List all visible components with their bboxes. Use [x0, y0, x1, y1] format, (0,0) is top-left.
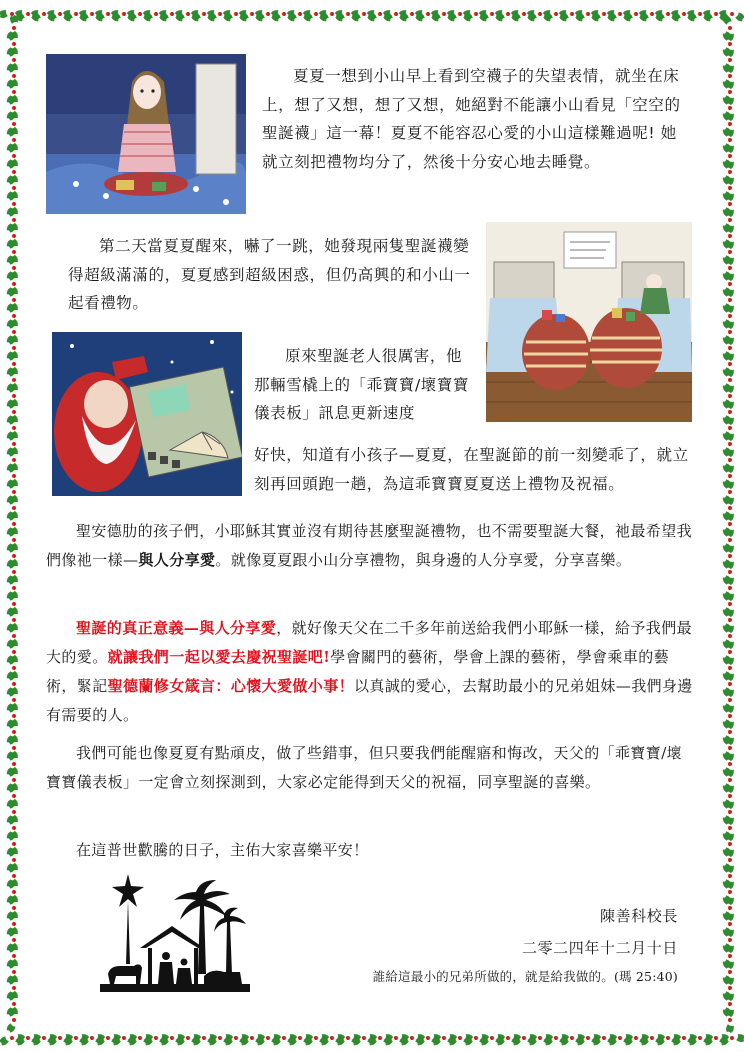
holly-sprig: [721, 206, 736, 235]
holly-sprig: [5, 173, 20, 202]
holly-sprig: [717, 8, 744, 23]
principal-name: 陳善科校長: [599, 907, 678, 925]
holly-sprig: [286, 1032, 315, 1047]
holly-sprig: [190, 1032, 219, 1047]
holly-sprig: [253, 8, 282, 23]
holly-sprig: [5, 733, 20, 762]
holly-sprig: [5, 77, 20, 106]
holly-sprig: [721, 958, 736, 987]
story-paragraph-2: 第二天當夏夏醒來，嚇了一跳，她發現兩隻聖誕襪變得超級滿滿的，夏夏感到超級困惑，但仍高興的和小山一起看禮物。: [68, 237, 471, 312]
holly-sprig: [721, 814, 736, 843]
two-beds-illustration: [486, 222, 692, 422]
holly-sprig: [721, 526, 736, 555]
holly-sprig: [721, 222, 736, 251]
holly-sprig: [5, 973, 20, 1002]
holly-sprig: [5, 205, 20, 234]
holly-sprig: [721, 974, 736, 1003]
holly-sprig: [430, 1032, 459, 1047]
holly-sprig: [5, 29, 20, 58]
holly-sprig: [206, 1032, 235, 1047]
holly-sprig: [5, 237, 20, 266]
holly-sprig: [5, 797, 20, 826]
holly-sprig: [397, 8, 426, 23]
holly-sprig: [5, 989, 20, 1018]
holly-sprig: [721, 862, 736, 891]
holly-sprig: [5, 573, 20, 602]
holly-sprig: [5, 1005, 20, 1034]
holly-sprig: [5, 365, 20, 394]
girl-on-bed-illustration: [46, 54, 246, 214]
letter-paragraph-3: 我們可能也像夏夏有點頑皮，做了些錯事，但只要我們能醒寤和悔改，天父的「乖寶寶/壞寶寶儀表板」一定會立刻探測到，大家必定能得到天父的祝福，同享聖誕的喜樂。: [46, 744, 683, 791]
letter-text: 。就像夏夏跟小山分享禮物，與身邊的人分享愛，分享喜樂。: [215, 551, 632, 569]
holly-sprig: [269, 8, 298, 23]
highlight-mother-teresa-motto: 聖德蘭修女箴言：心懷大愛做小事！: [107, 677, 355, 695]
holly-sprig: [721, 638, 736, 667]
holly-sprig: [721, 14, 736, 43]
holly-sprig: [5, 253, 20, 282]
highlight-celebrate: 就讓我們一起以愛去慶祝聖誕吧!: [107, 648, 331, 666]
holly-sprig: [109, 8, 138, 23]
holly-sprig: [478, 1032, 507, 1047]
holly-sprig: [5, 349, 20, 378]
holly-sprig: [509, 8, 538, 23]
holly-sprig: [721, 174, 736, 203]
holly-sprig: [5, 301, 20, 330]
letter-blessing: 在這普世歡騰的日子，主佑大家喜樂平安！: [76, 841, 369, 859]
holly-sprig: [721, 430, 736, 459]
holly-sprig: [270, 1032, 299, 1047]
holly-sprig: [721, 318, 736, 347]
holly-sprig: [78, 1032, 107, 1047]
holly-sprig: [721, 798, 736, 827]
holly-sprig: [462, 1032, 491, 1047]
letter-text: ，就好像天父在二千多年前送給我們小耶穌一樣，給予我們最大的愛。: [46, 619, 693, 666]
holly-sprig: [334, 1032, 363, 1047]
holly-sprig: [721, 782, 736, 811]
holly-sprig: [5, 893, 20, 922]
holly-sprig: [5, 93, 20, 122]
holly-sprig: [721, 654, 736, 683]
holly-sprig: [189, 8, 218, 23]
holly-border-bottom: [0, 1024, 744, 1052]
holly-sprig: [721, 510, 736, 539]
holly-sprig: [254, 1032, 283, 1047]
bible-quote: 誰給這最小的兄弟所做的，就是給我做的。(瑪 25:40): [372, 969, 678, 984]
santa-dashboard-illustration: [52, 332, 242, 496]
holly-sprig: [5, 589, 20, 618]
holly-sprig: [589, 8, 618, 23]
holly-sprig: [721, 462, 736, 491]
holly-sprig: [5, 45, 20, 74]
letter-text: 聖安德肋的孩子們，小耶穌其實並沒有期待甚麼聖誕禮物，也不需要聖誕大餐，祂最希望我們像祂一樣—: [46, 522, 693, 569]
holly-sprig: [721, 142, 736, 171]
holly-sprig: [721, 478, 736, 507]
letter-paragraph-1: [46, 517, 694, 575]
holly-sprig: [333, 8, 362, 23]
holly-sprig: [5, 461, 20, 490]
holly-sprig: [429, 8, 458, 23]
holly-sprig: [721, 894, 736, 923]
holly-border-top: [0, 0, 744, 28]
holly-sprig: [721, 254, 736, 283]
story-paragraph-3-end: 好快，知道有小孩子—夏夏，在聖誕節的前一刻變乖了，就立刻再回頭跑一趟，為這乖寶寶夏夏送上禮物及祝福。: [254, 446, 689, 493]
holly-sprig: [317, 8, 346, 23]
holly-sprig: [221, 8, 250, 23]
holly-sprig: [125, 8, 154, 23]
holly-sprig: [5, 397, 20, 426]
bold-share-love: 與人分享愛: [138, 551, 216, 569]
holly-sprig: [46, 1032, 75, 1047]
holly-sprig: [721, 94, 736, 123]
holly-sprig: [398, 1032, 427, 1047]
holly-sprig: [721, 78, 736, 107]
holly-sprig: [62, 1032, 91, 1047]
holly-sprig: [14, 1032, 43, 1047]
holly-sprig: [461, 8, 490, 23]
holly-sprig: [110, 1032, 139, 1047]
holly-sprig: [29, 8, 58, 23]
holly-sprig: [5, 109, 20, 138]
holly-sprig: [5, 829, 20, 858]
holly-sprig: [721, 46, 736, 75]
holly-sprig: [5, 541, 20, 570]
holly-sprig: [721, 718, 736, 747]
holly-sprig: [721, 542, 736, 571]
letter-text: 學會關門的藝術，學會上課的藝術，學會乘車的藝術，緊記: [46, 648, 670, 695]
holly-sprig: [721, 62, 736, 91]
holly-sprig: [142, 1032, 171, 1047]
holly-border-right: [716, 0, 744, 1052]
holly-sprig: [702, 1032, 731, 1047]
holly-sprig: [5, 477, 20, 506]
holly-sprig: [718, 1032, 744, 1047]
holly-sprig: [5, 445, 20, 474]
holly-sprig: [126, 1032, 155, 1047]
holly-sprig: [5, 909, 20, 938]
holly-sprig: [382, 1032, 411, 1047]
holly-sprig: [721, 590, 736, 619]
holly-sprig: [654, 1032, 683, 1047]
holly-sprig: [413, 8, 442, 23]
holly-border-left: [0, 0, 28, 1052]
holly-sprig: [721, 158, 736, 187]
holly-sprig: [61, 8, 90, 23]
holly-sprig: [721, 846, 736, 875]
holly-sprig: [721, 702, 736, 731]
highlight-true-meaning: 聖誕的真正意義—與人分享愛: [76, 619, 277, 637]
holly-sprig: [590, 1032, 619, 1047]
holly-sprig: [5, 653, 20, 682]
holly-sprig: [605, 8, 634, 23]
holly-sprig: [5, 333, 20, 362]
holly-sprig: [686, 1032, 715, 1047]
holly-sprig: [558, 1032, 587, 1047]
holly-sprig: [574, 1032, 603, 1047]
holly-sprig: [445, 8, 474, 23]
holly-sprig: [5, 61, 20, 90]
holly-sprig: [5, 189, 20, 218]
holly-sprig: [5, 381, 20, 410]
holly-sprig: [721, 334, 736, 363]
holly-sprig: [721, 286, 736, 315]
holly-sprig: [721, 606, 736, 635]
holly-sprig: [653, 8, 682, 23]
holly-sprig: [721, 110, 736, 139]
holly-sprig: [157, 8, 186, 23]
holly-sprig: [13, 8, 42, 23]
holly-sprig: [237, 8, 266, 23]
holly-sprig: [5, 845, 20, 874]
holly-sprig: [721, 670, 736, 699]
holly-sprig: [301, 8, 330, 23]
holly-sprig: [5, 621, 20, 650]
holly-sprig: [5, 557, 20, 586]
holly-sprig: [5, 941, 20, 970]
holly-sprig: [446, 1032, 475, 1047]
holly-sprig: [5, 413, 20, 442]
holly-sprig: [622, 1032, 651, 1047]
holly-sprig: [721, 126, 736, 155]
holly-sprig: [5, 669, 20, 698]
holly-sprig: [721, 766, 736, 795]
holly-sprig: [721, 302, 736, 331]
holly-sprig: [5, 685, 20, 714]
holly-sprig: [222, 1032, 251, 1047]
holly-sprig: [5, 285, 20, 314]
holly-sprig: [5, 13, 20, 42]
holly-sprig: [5, 269, 20, 298]
holly-sprig: [525, 8, 554, 23]
holly-sprig: [174, 1032, 203, 1047]
holly-sprig: [701, 8, 730, 23]
holly-sprig: [494, 1032, 523, 1047]
holly-sprig: [721, 190, 736, 219]
holly-sprig: [721, 830, 736, 859]
holly-sprig: [5, 317, 20, 346]
holly-sprig: [30, 1032, 59, 1047]
holly-sprig: [721, 686, 736, 715]
holly-sprig: [0, 1032, 27, 1047]
holly-sprig: [721, 942, 736, 971]
holly-sprig: [510, 1032, 539, 1047]
holly-sprig: [670, 1032, 699, 1047]
story-paragraph-3-start: 原來聖誕老人很厲害，他那輛雪橇上的「乖寶寶/壞寶寶儀表板」訊息更新速度: [254, 347, 470, 422]
holly-sprig: [721, 30, 736, 59]
holly-sprig: [5, 781, 20, 810]
holly-sprig: [721, 1006, 736, 1035]
holly-sprig: [5, 925, 20, 954]
holly-sprig: [45, 8, 74, 23]
letter-text: 以真誠的愛心，去幫助最小的兄弟姐妹—我們身邊有需要的人。: [46, 677, 693, 724]
holly-sprig: [541, 8, 570, 23]
holly-sprig: [5, 157, 20, 186]
letter-date: 二零二四年十二月十日: [521, 939, 678, 957]
holly-sprig: [5, 813, 20, 842]
holly-sprig: [5, 221, 20, 250]
holly-sprig: [721, 574, 736, 603]
holly-sprig: [721, 558, 736, 587]
holly-sprig: [5, 717, 20, 746]
holly-sprig: [366, 1032, 395, 1047]
holly-sprig: [5, 637, 20, 666]
holly-sprig: [526, 1032, 555, 1047]
holly-sprig: [350, 1032, 379, 1047]
holly-sprig: [721, 990, 736, 1019]
holly-sprig: [685, 8, 714, 23]
holly-sprig: [5, 509, 20, 538]
holly-sprig: [721, 366, 736, 395]
holly-sprig: [5, 749, 20, 778]
holly-sprig: [721, 350, 736, 379]
holly-sprig: [158, 1032, 187, 1047]
holly-sprig: [365, 8, 394, 23]
holly-sprig: [5, 765, 20, 794]
holly-sprig: [542, 1032, 571, 1047]
holly-sprig: [493, 8, 522, 23]
holly-sprig: [349, 8, 378, 23]
holly-sprig: [5, 125, 20, 154]
holly-sprig: [0, 8, 26, 23]
holly-sprig: [721, 414, 736, 443]
holly-sprig: [173, 8, 202, 23]
holly-sprig: [721, 878, 736, 907]
holly-sprig: [721, 494, 736, 523]
story-paragraph-1: 夏夏一想到小山早上看到空襪子的失望表情，就坐在床上，想了又想，想了又想，她絕對不能讓小山看見「空空的聖誕襪」這一幕！夏夏不能容忍心愛的小山這樣難過呢! 她就立刻把禮物均分了，然後十分安心地去睡覺。: [262, 67, 681, 171]
holly-sprig: [77, 8, 106, 23]
holly-sprig: [141, 8, 170, 23]
holly-sprig: [669, 8, 698, 23]
letter-paragraph-2: [46, 614, 694, 730]
holly-sprig: [637, 8, 666, 23]
holly-sprig: [5, 525, 20, 554]
holly-sprig: [414, 1032, 443, 1047]
holly-sprig: [93, 8, 122, 23]
nativity-silhouette-icon: [100, 870, 250, 1000]
holly-sprig: [318, 1032, 347, 1047]
holly-sprig: [94, 1032, 123, 1047]
holly-sprig: [5, 861, 20, 890]
holly-sprig: [5, 141, 20, 170]
holly-sprig: [285, 8, 314, 23]
holly-sprig: [5, 701, 20, 730]
holly-sprig: [5, 493, 20, 522]
holly-sprig: [5, 877, 20, 906]
holly-sprig: [621, 8, 650, 23]
holly-sprig: [721, 446, 736, 475]
holly-sprig: [721, 750, 736, 779]
holly-sprig: [381, 8, 410, 23]
holly-sprig: [557, 8, 586, 23]
holly-sprig: [721, 398, 736, 427]
holly-sprig: [5, 605, 20, 634]
holly-sprig: [606, 1032, 635, 1047]
holly-sprig: [238, 1032, 267, 1047]
holly-sprig: [721, 238, 736, 267]
holly-sprig: [638, 1032, 667, 1047]
holly-sprig: [721, 910, 736, 939]
holly-sprig: [721, 926, 736, 955]
holly-sprig: [477, 8, 506, 23]
holly-sprig: [5, 429, 20, 458]
holly-sprig: [573, 8, 602, 23]
holly-sprig: [721, 734, 736, 763]
holly-sprig: [721, 382, 736, 411]
holly-sprig: [205, 8, 234, 23]
holly-sprig: [721, 622, 736, 651]
holly-sprig: [5, 957, 20, 986]
holly-sprig: [721, 270, 736, 299]
holly-sprig: [302, 1032, 331, 1047]
